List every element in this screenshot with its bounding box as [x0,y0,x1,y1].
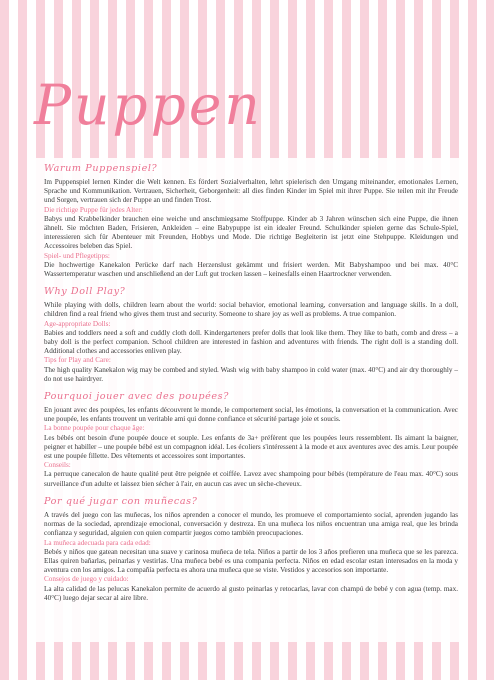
section-german [44,163,458,279]
section-french [44,391,458,489]
section-body: Babies and toddlers need a soft and cuddly cloth doll. Kindergarteners prefer dolls that look like them. They like to bath, comb and dress – a baby doll is the perfect companion. School children are interested in fashion and adventures with friends. The right doll is a standing doll. Additional clothes and accessories enliven play. [44,328,458,356]
section-subheading: Tips for Play and Care: [44,356,111,365]
section-subheading: Age-appropriate Dolls: [44,319,111,328]
content-column [44,163,458,610]
section-subheading: Die richtige Puppe für jedes Alter: [44,205,143,214]
section-heading: Warum Puppenspiel? [44,163,158,174]
section-intro: En jouant avec des poupées, les enfants découvrent le monde, le comportement social, les émotions, la conversation et la communication. Avec une poupée, les enfants trouvent un veritable ami qui donne confiance et sécurité partage joie et soucis. [44,406,458,424]
page-title: Puppen [34,73,263,137]
section-body: The high quality Kanekalon wig may be combed and styled. Wash wig with baby shampoo in cold water (max. 40°C) and air dry thoroughly – do not use hairdryer. [44,365,458,383]
section-body: Die hochwertige Kanekalon Perücke darf nach Herzenslust gekämmt und frisiert werden. Mit Babyshampoo und bei max. 40°C Wassertemperatur waschen und anschließend an der Luft gut trocken lassen – keinesfalls einen Haartrockner verwenden. [44,260,458,279]
section-subheading: Conseils: [44,461,71,470]
section-body: Babys und Krabbelkinder brauchen eine weiche und anschmiegsame Stoffpuppe. Kinder ab 3 Jahren wünschen sich eine Puppe, die ihnen ähnelt. Sie möchten Baden, Frisieren, Ankleiden – eine Babypuppe ist ein idealer Freund. Schulkinder spielen gerne das Schule-Spiel, interessieren sich für Abenteuer mit Freunden, Hobbys und Mode. Die richtige Begleiterin ist jetzt eine Stehpuppe. Kleidungen und Accessoires beleben das Spiel. [44,214,458,251]
section-spanish [44,496,458,603]
section-subheading: La muñeca adecuada para cada edad: [44,538,151,547]
section-body: La perruque canecalon de haute qualité peut être peignée et coiffée. Lavez avec shampoing pour bébés (température de l'eau max. 40°C) sous surveillance d'un adulte et laissez bien sécher à l'air, en aucun cas avec un sèche-cheveux. [44,470,458,488]
section-body: Les bébés ont besoin d'une poupée douce et souple. Les enfants de 3a+ préfèrent que les poupées leurs ressemblent. Ils aimant la baigner, peigner et habiller – une poupée bébé est un compagnon idéal. Les écoliers s'intéressent à la mode et aux aventures avec des amis. Leur poupée est une poupée fillette. Des vêtements et accessoires sont importantes. [44,433,458,461]
section-intro: Im Puppenspiel lernen Kinder die Welt kennen. Es fördert Sozialverhalten, lehrt spielerisch den Umgang miteinander, emotionales Lernen, Sprache und Kommunikation. Vertrauen, Sicherheit, Geborgenheit: all dies finden Kinder im Spiel mit ihrer Puppe. Sie teilen mit ihr Freude und Sorgen, vertrauen sich der Puppe an und finden Trost. [44,178,458,205]
section-body: Bebés y niños que gatean necesitan una suave y carinosa muñeca de tela. Niños a partir de los 3 años prefieren una muñeca que se les parezca. Ellas quiren bañarlas, peinarlas y vestirlas. Una muñeca bebé es una compania perfecta. Niños en edad escolar estan interesados en la moda y aventura con los amigos. La compañía perfecta es ahora una muñeca que se viste. Vestidos y accesorios son importante. [44,547,458,575]
section-intro: A través del juego con las muñecas, los niños aprenden a conocer el mundo, les promueve el comportamiento social, aprenden jugando las normas de la sociedad, aprendizaje emocional, conversación y destreza. En una muñeca los niños encuentran una amiga real, que les brinda confianza y seguridad, alguien con quien compartir juegos como también preocupaciones. [44,510,458,538]
section-subheading: La bonne poupée pour chaque âge: [44,424,145,433]
section-heading: Why Doll Play? [44,286,126,298]
section-english [44,286,458,384]
section-subheading: Spiel- und Pflegetipps: [44,251,110,260]
section-intro: While playing with dolls, children learn about the world: social behavior, emotional learning, conversation and language skills. In a doll, children find a real friend who gives them trust and security. Someone to share joy as well as problems. A true companion. [44,301,458,319]
section-heading: Pourquoi jouer avec des poupées? [44,391,229,403]
section-body: La alta calidad de las pelucas Kanekalon permite de acuerdo al gusto peinarlas y retocarlas, lavar con champú de bebé y con agua (temp. max. 40°C) luego dejar secar al aire libre. [44,584,458,602]
section-subheading: Consejos de juego y cuidado: [44,575,129,584]
section-heading: Por qué jugar con muñecas? [44,495,198,507]
